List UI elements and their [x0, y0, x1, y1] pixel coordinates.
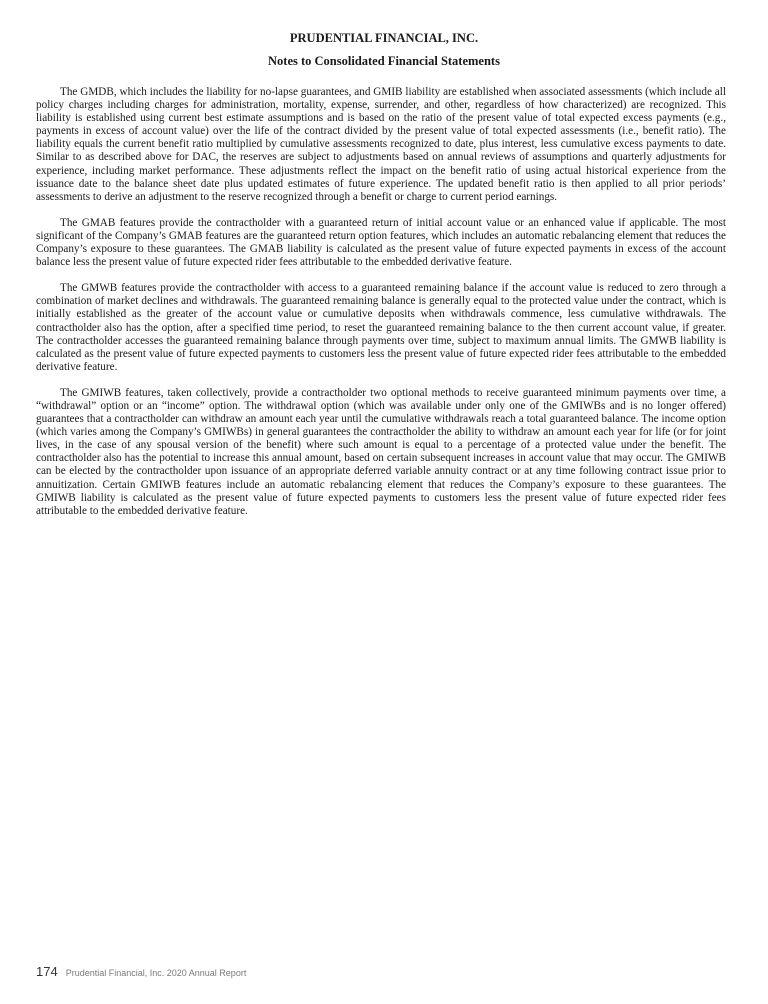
- company-name: PRUDENTIAL FINANCIAL, INC.: [289, 31, 479, 45]
- paragraph-gmdb: The GMDB, which includes the liability for no-lapse guarantees, and GMIB liability are established when associated assessments (which include all policy charges including charges for administration, mortality, expense, surrender, and other, regardless of how characterized) are recognized. This liability is established using current best estimate assumptions and is based on the ratio of the present value of total expected excess payments (e.g., payments in excess of account value) over the life of the contract divided by the present value of total expected assessments (i.e., benefit ratio). The liability equals the current benefit ratio multiplied by cumulative assessments recognized to date, plus interest, less cumulative excess payments to date. Similar to as described above for DAC, the reserves are subject to adjustments based on annual reviews of assumptions and quarterly adjustments for experience, including market performance. These adjustments reflect the impact on the benefit ratio of using actual historical experience from the issuance date to the balance sheet date plus updated estimates of future experience. The updated benefit ratio is then applied to all prior periods’ assessments to derive an adjustment to the reserve recognized through a benefit or charge to current period earnings.: [36, 86, 726, 203]
- paragraph-gmab: The GMAB features provide the contractholder with a guaranteed return of initial account value or an enhanced value if applicable. The most significant of the Company’s GMAB features are the guaranteed return option features, which includes an automatic rebalancing element that reduces the Company’s exposure to these guarantees. The GMAB liability is calculated as the present value of future expected payments in excess of the account balance less the present value of future expected rider fees attributable to the embedded derivative feature.: [36, 216, 726, 269]
- paragraph-gmwb: The GMWB features provide the contractholder with access to a guaranteed remaining balance if the account value is reduced to zero through a combination of market declines and withdrawals. The guaranteed remaining balance is generally equal to the protected value under the contract, which is initially established as the greater of the account value or cumulative deposits when withdrawals commence, less cumulative withdrawals. The contractholder also has the option, after a specified time period, to reset the guaranteed remaining balance to the then current account value, if greater. The contractholder accesses the guaranteed remaining balance through payments over time, subject to maximum annual limits. The GMWB liability is calculated as the present value of future expected payments to customers less the present value of future expected rider fees attributable to the embedded derivative feature.: [36, 282, 726, 373]
- page-header: [0, 30, 768, 69]
- report-name: Prudential Financial, Inc. 2020 Annual Report: [65, 968, 247, 978]
- page-footer: [36, 964, 246, 979]
- notes-body: [36, 86, 726, 531]
- section-title: Notes to Consolidated Financial Statements: [268, 54, 500, 68]
- paragraph-gmiwb: The GMIWB features, taken collectively, provide a contractholder two optional methods to receive guaranteed minimum payments over time, a “withdrawal” option or an “income” option. The withdrawal option (which was available under only one of the GMIWBs and is no longer offered) guarantees that a contractholder can withdraw an amount each year until the cumulative withdrawals reach a total guaranteed balance. The income option (which varies among the Company’s GMIWBs) in general guarantees the contractholder the ability to withdraw an amount each year for life (or for joint lives, in the case of any spousal version of the benefit) where such amount is equal to a percentage of a protected value under the benefit. The contractholder also has the potential to increase this annual amount, based on certain subsequent increases in account value that may occur. The GMIWB can be elected by the contractholder upon issuance of an appropriate deferred variable annuity contract or at any time following contract issue prior to annuitization. Certain GMIWB features include an automatic rebalancing element that reduces the Company’s exposure to these guarantees. The GMIWB liability is calculated as the present value of future expected payments to customers less the present value of future expected rider fees attributable to the embedded derivative feature.: [36, 386, 726, 517]
- page-number: 174: [36, 964, 58, 979]
